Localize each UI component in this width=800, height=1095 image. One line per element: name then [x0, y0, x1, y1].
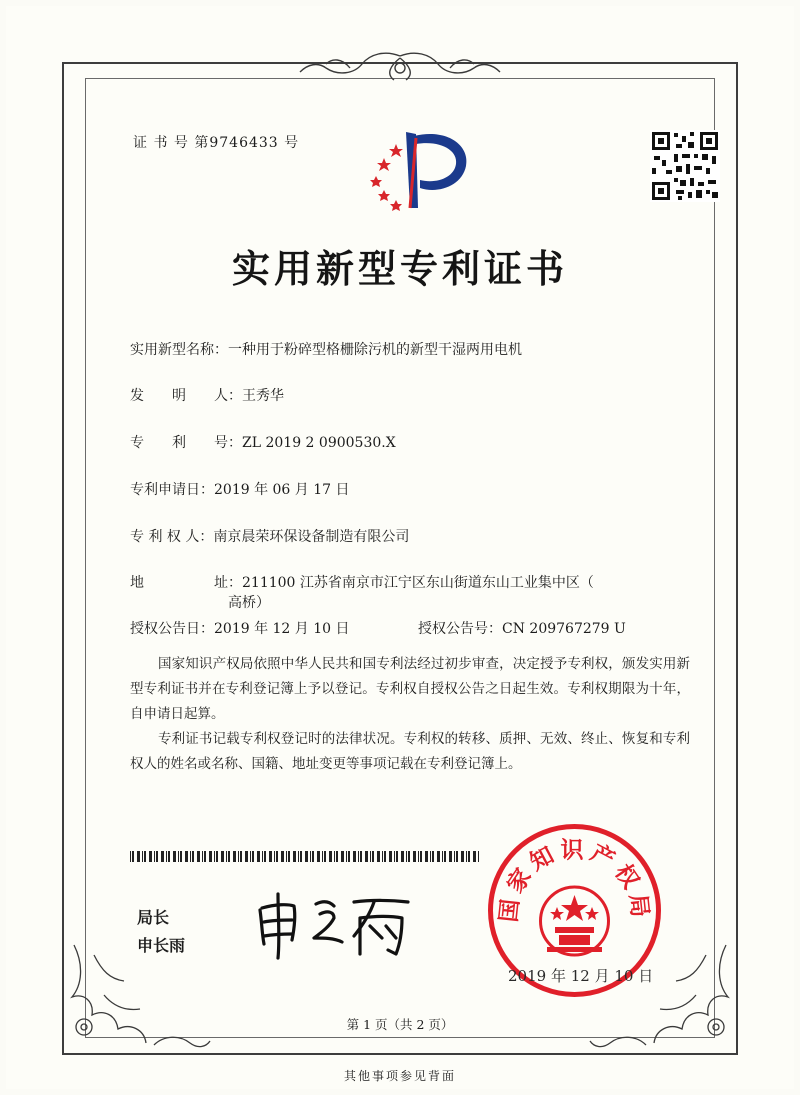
- field-label: 授权公告日：: [130, 621, 214, 637]
- field-patentee: [130, 527, 409, 547]
- handwritten-signature: [250, 888, 420, 960]
- field-inventor: [130, 386, 284, 406]
- seal-date: 2019 年 12 月 10 日: [508, 967, 654, 985]
- svg-text:国家知识产权局: 国家知识产权局: [495, 837, 654, 924]
- cert-number-suffix: 号: [284, 135, 300, 151]
- field-value: 211100 江苏省南京市江宁区东山街道东山工业集中区（: [242, 575, 594, 591]
- signatory-title: 局长: [137, 908, 170, 927]
- cert-number-value: 9746433: [209, 135, 279, 151]
- barcode-icon: [130, 851, 482, 862]
- body-paragraph-2: 专利证书记载专利权登记时的法律状况。专利权的转移、质押、无效、终止、恢复和专利权人的姓名或名称、国籍、地址变更等事项记载在专利登记簿上。: [130, 731, 690, 772]
- certificate-number: [133, 132, 299, 152]
- field-label: 发 明 人：: [130, 388, 242, 404]
- field-grant-date: [130, 619, 350, 639]
- field-value: ZL 2019 2 0900530.X: [242, 435, 396, 451]
- certificate-title: 实用新型专利证书: [231, 246, 568, 291]
- field-utility-model-name: [130, 340, 522, 360]
- qr-code-icon: [650, 130, 720, 202]
- field-address: [130, 573, 594, 593]
- field-address-line2: 高桥）: [228, 595, 270, 611]
- field-label: 地 址：: [130, 575, 242, 591]
- field-label: 授权公告号：: [418, 621, 502, 637]
- field-label: 专 利 号：: [130, 435, 242, 451]
- page-number: 第 1 页（共 2 页）: [346, 1017, 454, 1032]
- footer-note: 其他事项参见背面: [343, 1069, 456, 1083]
- field-label: 专利申请日：: [130, 482, 214, 498]
- field-value: 南京晨荣环保设备制造有限公司: [213, 529, 410, 545]
- field-label: 专 利 权 人：: [130, 529, 214, 545]
- top-ornament: [290, 48, 510, 88]
- field-patent-number: [130, 433, 396, 453]
- field-label: 实用新型名称：: [130, 342, 228, 358]
- cnipa-logo-icon: [358, 122, 476, 218]
- body-paragraph-1: 国家知识产权局依照中华人民共和国专利法经过初步审查，决定授予专利权，颁发实用新型专利证书并在专利登记簿上予以登记。专利权自授权公告之日起生效。专利权期限为十年，自申请日起算。: [130, 656, 690, 722]
- field-value: 2019 年 06 月 17 日: [214, 482, 350, 498]
- signatory-name: 申长雨: [137, 936, 186, 955]
- field-filing-date: [130, 480, 350, 500]
- field-value: 一种用于粉碎型格栅除污机的新型干湿两用电机: [228, 342, 522, 358]
- field-value: 王秀华: [242, 388, 284, 404]
- field-value: CN 209767279 U: [502, 621, 626, 637]
- field-value: 2019 年 12 月 10 日: [214, 621, 350, 637]
- cert-number-label: 证 书 号 第: [133, 135, 210, 151]
- field-grant-number: [418, 619, 626, 639]
